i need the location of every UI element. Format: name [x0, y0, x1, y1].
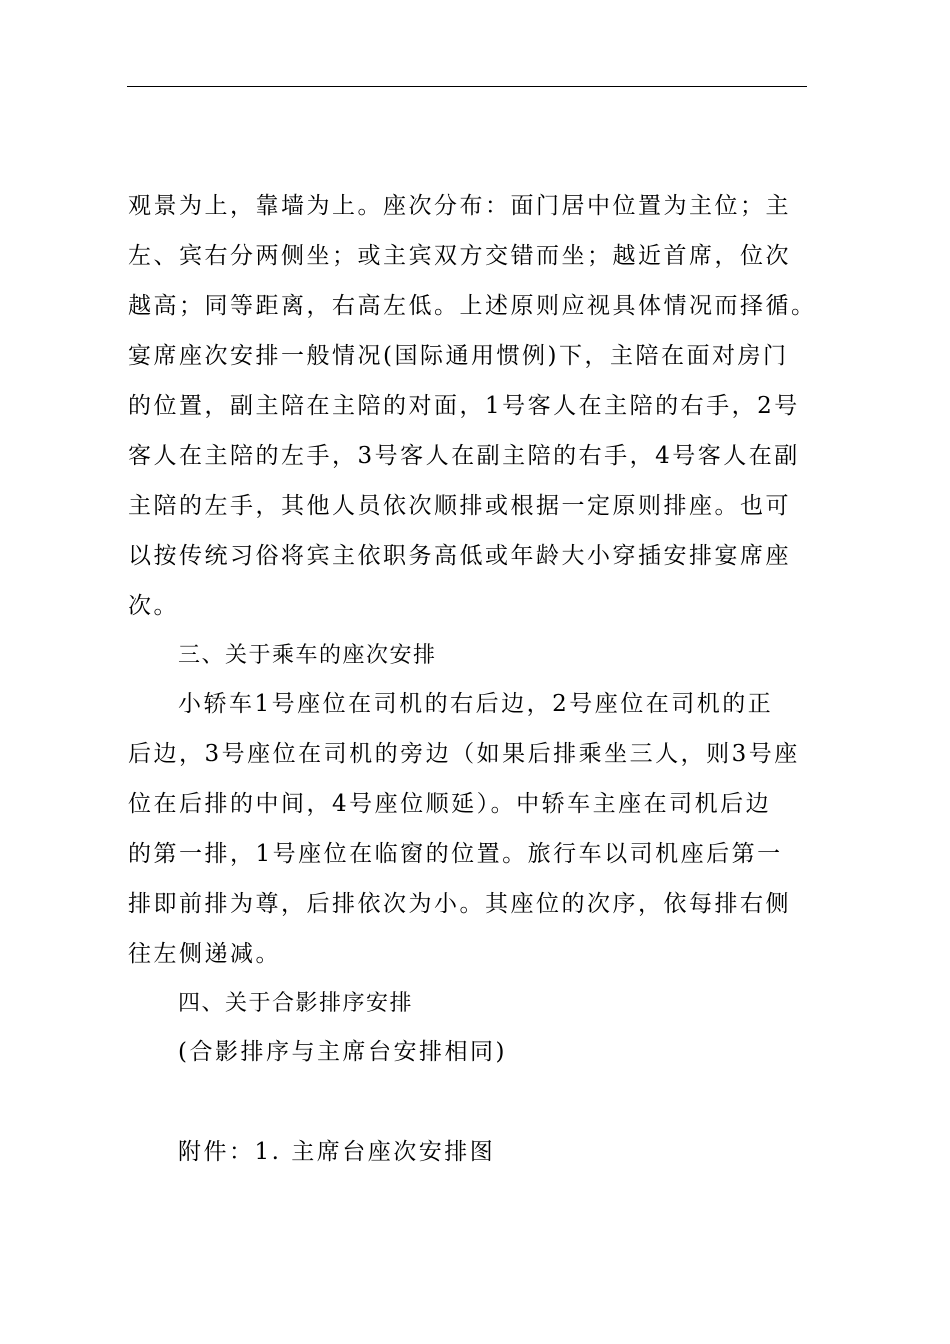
attachment-line: 附件：1. 主席台座次安排图: [178, 1139, 496, 1165]
section-heading: 四、关于合影排序安排: [178, 991, 414, 1016]
paragraph-line: 主陪的左手，其他人员依次顺排或根据一定原则排座。也可: [128, 493, 791, 519]
paragraph-line: 客人在主陪的左手，3号客人在副主陪的右手，4号客人在副: [128, 443, 800, 469]
paragraph-line: 位在后排的中间，4号座位顺延）。中轿车主座在司机后边: [128, 791, 772, 817]
section-heading: 三、关于乘车的座次安排: [178, 643, 437, 668]
paragraph-line: 后边，3号座位在司机的旁边（如果后排乘坐三人，则3号座: [128, 741, 800, 767]
paragraph-line: 次。: [128, 593, 179, 619]
paragraph-line: 观景为上，靠墙为上。座次分布：面门居中位置为主位；主: [128, 193, 791, 219]
paragraph-line: 越高；同等距离，右高左低。上述原则应视具体情况而择循。: [128, 293, 817, 319]
paragraph-line: 宴席座次安排一般情况(国际通用惯例)下，主陪在面对房门: [128, 343, 789, 369]
paragraph-line: 左、宾右分两侧坐；或主宾双方交错而坐；越近首席，位次: [128, 243, 791, 269]
paragraph-line: 的第一排，1号座位在临窗的位置。旅行车以司机座后第一: [128, 841, 783, 867]
header-rule: [127, 86, 807, 87]
section-note: (合影排序与主席台安排相同): [178, 1039, 507, 1065]
paragraph-line: 小轿车1号座位在司机的右后边，2号座位在司机的正: [178, 691, 774, 717]
paragraph-line: 以按传统习俗将宾主依职务高低或年龄大小穿插安排宴席座: [128, 543, 791, 569]
paragraph-line: 往左侧递减。: [128, 941, 281, 967]
paragraph-line: 的位置，副主陪在主陪的对面，1号客人在主陪的右手，2号: [128, 393, 800, 419]
paragraph-line: 排即前排为尊，后排依次为小。其座位的次序，依每排右侧: [128, 891, 791, 917]
